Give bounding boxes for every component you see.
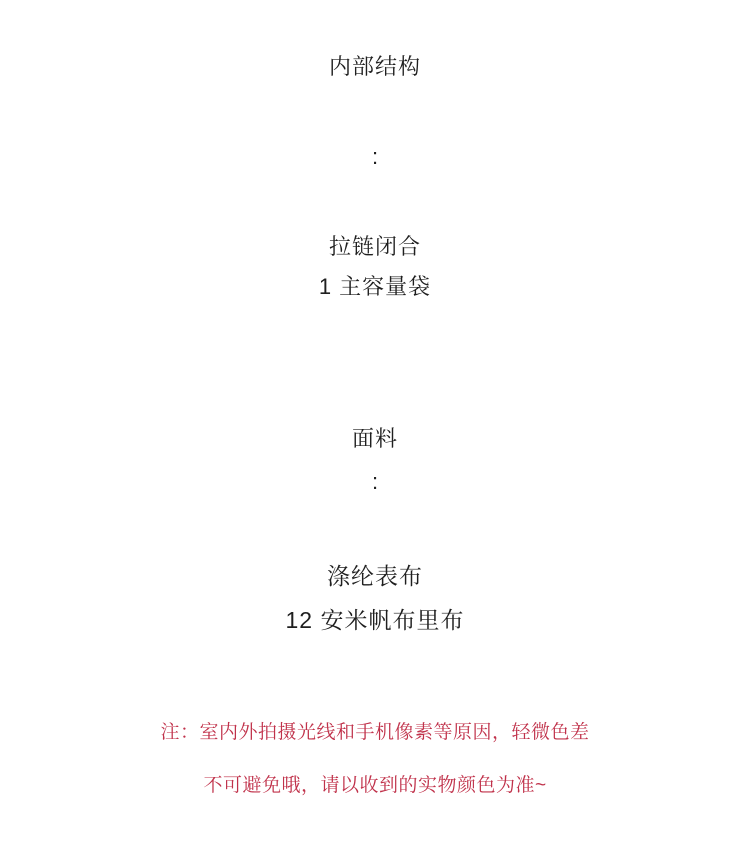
color-difference-note	[0, 706, 750, 812]
section-separator-fabric: :	[371, 469, 379, 494]
fabric-item-1: 涤纶表布	[327, 563, 423, 589]
section-separator-internal-structure: :	[371, 144, 379, 169]
fabric-item-2: 12 安米帆布里布	[285, 607, 465, 633]
internal-structure-item-1: 拉链闭合	[328, 234, 421, 259]
internal-structure-item-2: 1 主容量袋	[318, 274, 432, 299]
section-title-internal-structure: 内部结构	[328, 54, 421, 79]
note-line-2: 不可避免哦，请以收到的实物颜色为准~	[203, 775, 547, 796]
note-line-1: 注：室内外拍摄光线和手机像素等原因，轻微色差	[160, 722, 590, 743]
section-title-fabric: 面料	[351, 426, 398, 451]
